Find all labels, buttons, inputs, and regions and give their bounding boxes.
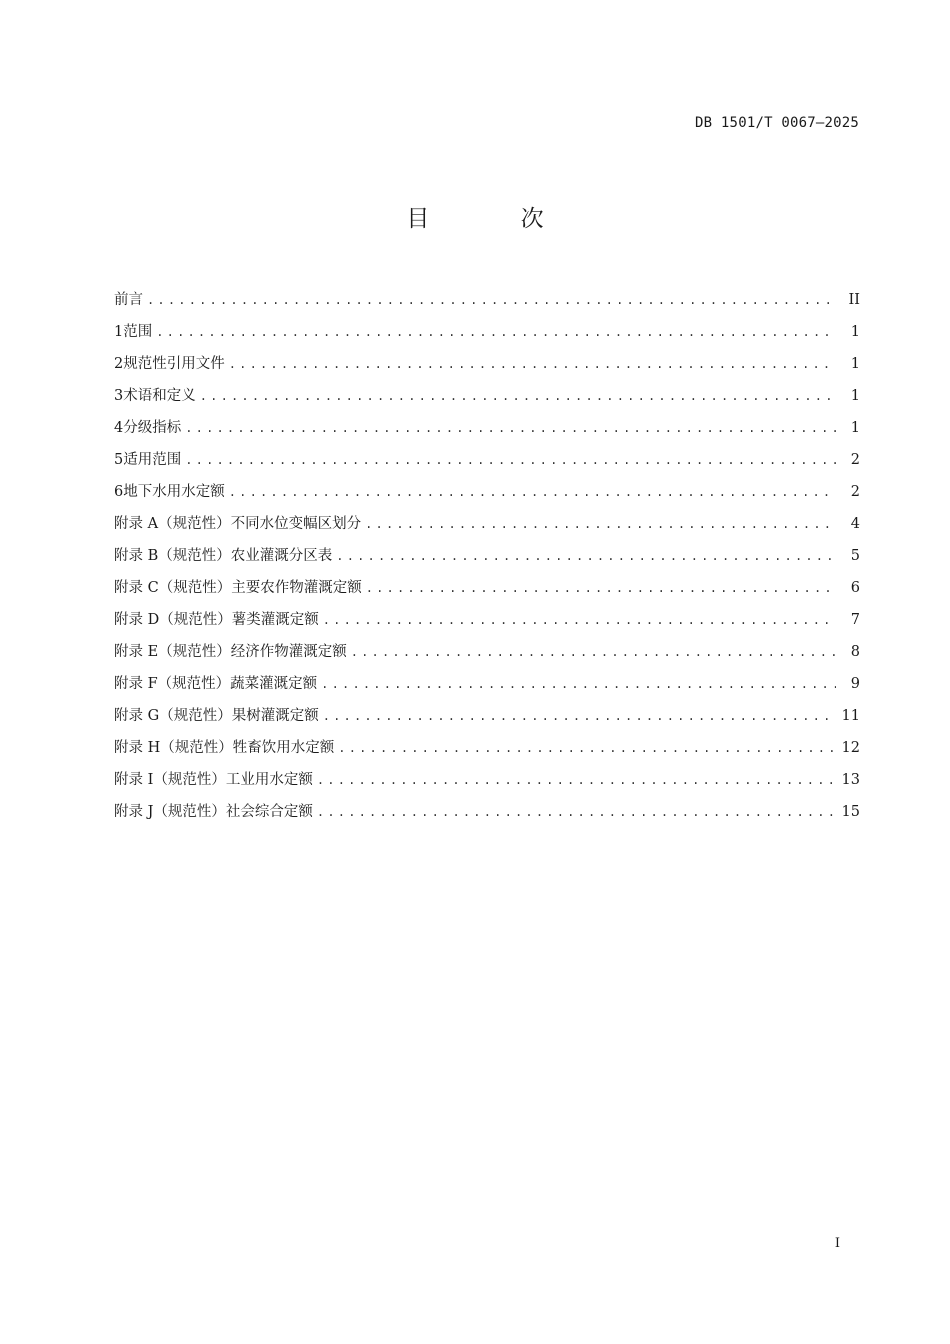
page-number: I bbox=[834, 1236, 840, 1251]
toc-entry-page: 1 bbox=[850, 388, 860, 404]
toc-dot-leader bbox=[229, 485, 836, 499]
toc-entry[interactable] bbox=[114, 384, 860, 416]
toc-entry-annex-prefix: 附录 I（规范性） bbox=[114, 772, 226, 788]
toc-entry-page: 1 bbox=[850, 324, 860, 340]
toc-dot-leader bbox=[323, 613, 836, 627]
toc-entry-page: 7 bbox=[850, 612, 860, 628]
toc-entry-label: 经济作物灌溉定额 bbox=[230, 644, 347, 660]
toc-entry-label: 工业用水定额 bbox=[225, 772, 313, 788]
document-code: DB 1501/T 0067—2025 bbox=[695, 115, 859, 131]
toc-entry-label: 薯类灌溉定额 bbox=[231, 612, 319, 628]
toc-entry-number: 3 bbox=[114, 388, 124, 404]
toc-entry-label: 牲畜饮用水定额 bbox=[232, 740, 335, 756]
page-title: 目 次 bbox=[406, 206, 586, 232]
toc-entry[interactable] bbox=[114, 608, 860, 640]
toc-entry-annex-prefix: 附录 H（规范性） bbox=[114, 740, 233, 756]
toc-entry-label: 术语和定义 bbox=[123, 388, 196, 404]
toc-dot-leader bbox=[321, 677, 836, 691]
toc-entry-label: 前言 bbox=[114, 292, 143, 308]
toc-entry[interactable] bbox=[114, 320, 860, 352]
toc-entry-label: 规范性引用文件 bbox=[123, 356, 225, 372]
toc-entry-label: 社会综合定额 bbox=[225, 804, 313, 820]
toc-dot-leader bbox=[147, 293, 836, 307]
toc-entry[interactable] bbox=[114, 672, 860, 704]
toc-entry[interactable] bbox=[114, 768, 860, 800]
toc-entry-annex-prefix: 附录 D（规范性） bbox=[114, 612, 232, 628]
toc-dot-leader bbox=[317, 773, 836, 787]
toc-entry[interactable] bbox=[114, 576, 860, 608]
toc-entry[interactable] bbox=[114, 704, 860, 736]
toc-entry-annex-prefix: 附录 F（规范性） bbox=[114, 676, 231, 692]
toc-entry-page: 8 bbox=[850, 644, 860, 660]
toc-dot-leader bbox=[351, 645, 836, 659]
toc-entry-annex-prefix: 附录 J（规范性） bbox=[114, 804, 226, 820]
toc-entry-label: 范围 bbox=[123, 324, 153, 340]
toc-entry-number: 5 bbox=[114, 452, 124, 468]
toc-entry[interactable] bbox=[114, 288, 860, 320]
table-of-contents bbox=[114, 288, 860, 832]
toc-entry-annex-prefix: 附录 E（规范性） bbox=[114, 644, 231, 660]
toc-entry-label: 农业灌溉分区表 bbox=[230, 548, 333, 564]
toc-entry-label: 果树灌溉定额 bbox=[231, 708, 319, 724]
toc-entry-label: 蔬菜灌溉定额 bbox=[230, 676, 318, 692]
toc-dot-leader bbox=[185, 453, 836, 467]
toc-entry-annex-prefix: 附录 A（规范性） bbox=[114, 516, 231, 532]
toc-entry-page: 5 bbox=[850, 548, 860, 564]
toc-entry[interactable] bbox=[114, 416, 860, 448]
toc-entry-number: 4 bbox=[114, 420, 124, 436]
toc-entry-page: 2 bbox=[850, 484, 860, 500]
toc-entry-page: 1 bbox=[850, 420, 860, 436]
toc-entry-page: II bbox=[848, 292, 860, 308]
toc-entry-annex-prefix: 附录 C（规范性） bbox=[114, 580, 232, 596]
toc-dot-leader bbox=[366, 581, 836, 595]
toc-entry[interactable] bbox=[114, 640, 860, 672]
toc-dot-leader bbox=[338, 741, 835, 755]
toc-entry-page: 13 bbox=[841, 772, 860, 788]
toc-dot-leader bbox=[229, 357, 836, 371]
toc-dot-leader bbox=[200, 389, 836, 403]
toc-entry-page: 2 bbox=[850, 452, 860, 468]
toc-entry-annex-prefix: 附录 G（规范性） bbox=[114, 708, 232, 724]
toc-entry[interactable] bbox=[114, 736, 860, 768]
toc-entry-number: 6 bbox=[114, 484, 124, 500]
toc-entry-label: 分级指标 bbox=[123, 420, 182, 436]
toc-entry-page: 15 bbox=[841, 804, 860, 820]
toc-entry-page: 9 bbox=[850, 676, 860, 692]
toc-entry-label: 适用范围 bbox=[123, 452, 182, 468]
toc-entry-page: 4 bbox=[850, 516, 860, 532]
toc-dot-leader bbox=[317, 805, 836, 819]
toc-dot-leader bbox=[365, 517, 836, 531]
toc-entry-page: 11 bbox=[841, 708, 860, 724]
toc-entry[interactable] bbox=[114, 480, 860, 512]
toc-entry[interactable] bbox=[114, 800, 860, 832]
toc-entry-number: 2 bbox=[114, 356, 124, 372]
toc-entry-page: 1 bbox=[850, 356, 860, 372]
toc-dot-leader bbox=[323, 709, 836, 723]
toc-entry[interactable] bbox=[114, 544, 860, 576]
toc-entry[interactable] bbox=[114, 512, 860, 544]
toc-entry[interactable] bbox=[114, 352, 860, 384]
toc-dot-leader bbox=[185, 421, 836, 435]
toc-entry-label: 地下水用水定额 bbox=[123, 484, 225, 500]
toc-dot-leader bbox=[156, 325, 836, 339]
toc-entry-page: 12 bbox=[841, 740, 860, 756]
toc-entry-page: 6 bbox=[850, 580, 860, 596]
toc-entry-label: 不同水位变幅区划分 bbox=[230, 516, 362, 532]
toc-entry[interactable] bbox=[114, 448, 860, 480]
toc-entry-label: 主要农作物灌溉定额 bbox=[231, 580, 362, 596]
toc-entry-number: 1 bbox=[114, 324, 124, 340]
toc-entry-annex-prefix: 附录 B（规范性） bbox=[114, 548, 231, 564]
toc-dot-leader bbox=[336, 549, 836, 563]
